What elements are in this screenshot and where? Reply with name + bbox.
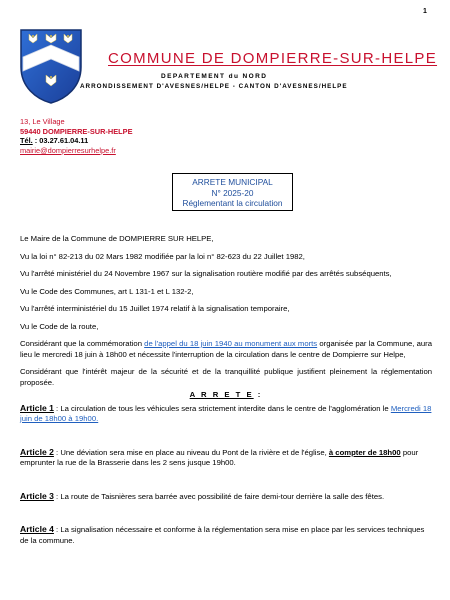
considerant-commemoration <box>20 339 432 360</box>
article-1-label: Article 1 <box>20 402 54 413</box>
article-3 <box>20 491 432 503</box>
article-3-label: Article 3 <box>20 490 54 501</box>
article-3-text: : La route de Taisnières sera barrée avec possibilité de faire demi-tour derrière la salle des fêtes. <box>53 491 385 501</box>
considerant-text-a: Considérant que la commémoration <box>20 339 145 348</box>
document-body <box>20 234 432 546</box>
preamble-arrete-1974: Vu l'arrêté interministériel du 15 Juillet 1974 relatif à la signalisation temporaire, <box>20 304 290 313</box>
preamble-code-communes: Vu le Code des Communes, art L 131-1 et L 132-2, <box>20 286 194 296</box>
preamble-arrete-1967: Vu l'arrêté ministériel du 24 Novembre 1967 sur la signalisation routière modifié par des arrêtés subséquents, <box>20 269 392 278</box>
page-number: 1 <box>423 8 427 15</box>
phone-line <box>20 136 133 146</box>
arrete-heading-text: A R R E T E <box>189 390 254 399</box>
article-2-tail: pour emprunter la rue de la Brasserie dans les 2 sens jusque 19h00. <box>20 447 419 467</box>
article-4-text: : La signalisation nécessaire et conforme à la réglementation sera mise en place par les services techniques de la commune. <box>20 525 425 545</box>
article-4-label: Article 4 <box>20 524 54 534</box>
arrete-box-line1: ARRETE MUNICIPAL <box>192 177 273 187</box>
arrete-box-number: N° 2025-20 <box>211 187 254 198</box>
article-1-text: : La circulation de tous les véhicules sera strictement interdite dans le centre de l'agglomération le <box>53 403 391 413</box>
preamble-code-route: Vu le Code de la route, <box>20 321 99 331</box>
preamble-law: Vu la loi n° 82-213 du 02 Mars 1982 modifiée par la loi n° 82-623 du 22 Juillet 1982, <box>20 251 305 261</box>
considerant-text-b: organisée par la Commune, aura lieu le mercredi 18 juin à 18h00 et nécessite l'interruption de la circulation dans le centre de Dompierre sur Helpe, <box>20 339 432 359</box>
considerant-securite: Considérant que l'intérêt majeur de la sécurité et de la tranquillité publique justifient pleinement la réglementation proposée. <box>20 367 432 387</box>
arrete-heading <box>20 390 432 401</box>
arrete-box-subject: Réglementant la circulation <box>182 198 283 208</box>
arrete-heading-colon: : <box>253 390 263 399</box>
coat-of-arms-logo <box>18 27 84 105</box>
article-2-time: à compter de 18h00 <box>328 447 401 457</box>
commune-title: COMMUNE DE DOMPIERRE-SUR-HELPE <box>108 50 438 67</box>
article-4 <box>20 524 432 546</box>
address-street: 13, Le Village <box>20 117 65 126</box>
article-1 <box>20 403 432 425</box>
phone-label: Tél. <box>20 136 33 146</box>
preamble-mayor: Le Maire de la Commune de DOMPIERRE SUR HELPE, <box>20 234 214 243</box>
department-line: DEPARTEMENT du NORD <box>161 73 268 80</box>
article-2-text: : Une déviation sera mise en place au niveau du Pont de la rivière et de l'église, <box>53 447 329 457</box>
phone-number: : 03.27.61.04.11 <box>32 136 89 146</box>
arrondissement-line: ARRONDISSEMENT D'AVESNES/HELPE - CANTON D'AVESNES/HELPE <box>80 83 348 90</box>
article-1-date-link[interactable]: Mercredi 18 juin de 18h00 à 19h00. <box>20 403 432 423</box>
address-city: 59440 DOMPIERRE-SUR-HELPE <box>20 126 133 136</box>
article-2-label: Article 2 <box>20 446 54 457</box>
arrete-title-box <box>172 173 293 211</box>
address-block <box>20 117 133 155</box>
article-2 <box>20 447 432 469</box>
commemoration-link[interactable]: de l'appel du 18 juin 1940 au monument aux morts <box>144 339 318 348</box>
email-link[interactable]: mairie@dompierresurhelpe.fr <box>20 145 116 155</box>
